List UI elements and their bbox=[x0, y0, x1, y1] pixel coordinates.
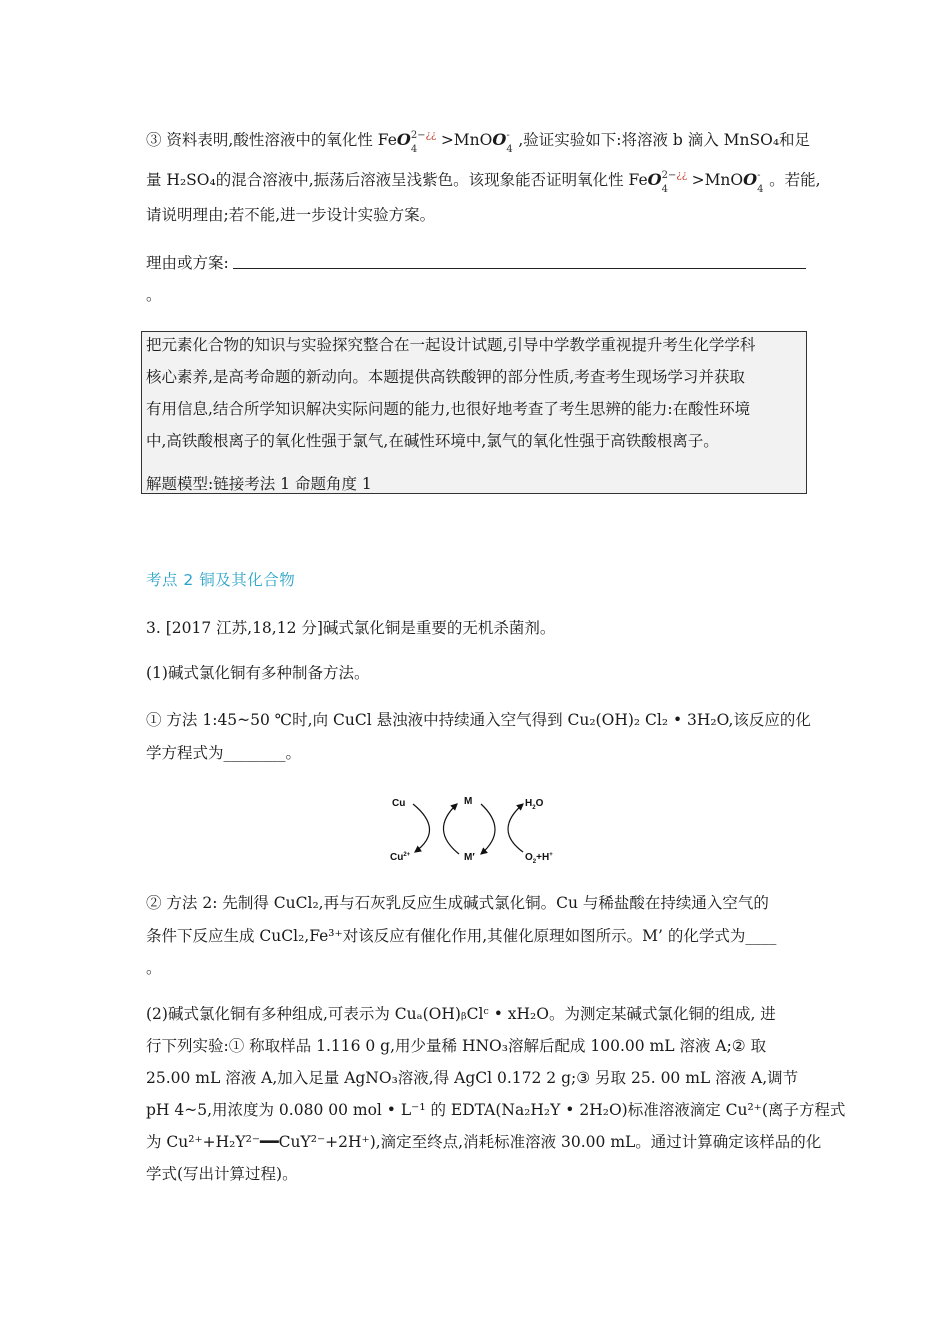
arrow-o2-to-h2o bbox=[508, 804, 523, 852]
note-line-3: 有用信息,结合所学知识解决实际问题的能力,也很好地考查了考生思辨的能力:在酸性环境 bbox=[146, 400, 751, 418]
ferrate-o: O bbox=[396, 130, 411, 149]
label-m-prime: M′ bbox=[464, 852, 475, 863]
q-part3-l1-middle: >MnO bbox=[440, 131, 493, 149]
ferrate-scripts: 2−¿¿ 4 bbox=[410, 130, 437, 155]
q3-method1-line1: ① 方法 1:45~50 ℃时,向 CuCl 悬浊液中持续通入空气得到 Cu₂(OH)₂ Cl₂ • 3H₂O,该反应的化 bbox=[146, 711, 811, 729]
ferrate-scripts-2: 2−¿¿ 4 bbox=[661, 170, 688, 195]
arrow-cu-to-cu2plus bbox=[413, 804, 430, 852]
q3-part2-line1: (2)碱式氯化铜有多种组成,可表示为 Cuₐ(OH)ᵦClᶜ • xH₂O。为测定某碱式氯化铜的组成, 进 bbox=[146, 1005, 776, 1023]
q3-part2-line6: 学式(写出计算过程)。 bbox=[146, 1165, 298, 1183]
q3-part2-line4: pH 4~5,用浓度为 0.080 00 mol • L⁻¹ 的 EDTA(Na₂H₂Y • 2H₂O)标准溶液滴定 Cu²⁺(离子方程式 bbox=[146, 1101, 846, 1119]
q3-method2-line1: ② 方法 2: 先制得 CuCl₂,再与石灰乳反应生成碱式氯化铜。Cu 与稀盐酸在持续通入空气的 bbox=[146, 894, 769, 912]
answer-end: 。 bbox=[146, 286, 162, 304]
q3-part2-line5: 为 Cu²⁺+H₂Y²⁻━━CuY²⁻+2H⁺),滴定至终点,消耗标准溶液 30.00 mL。通过计算确定该样品的化 bbox=[146, 1133, 822, 1151]
catalysis-diagram bbox=[385, 790, 565, 870]
q-part3-line2 bbox=[146, 170, 821, 195]
section-title: 考点 2 铜及其化合物 bbox=[146, 571, 296, 589]
q3-method2-line2: 条件下反应生成 CuCl₂,Fe³⁺对该反应有催化作用,其催化原理如图所示。M’ 的化学式为____ bbox=[146, 927, 777, 945]
label-m: M bbox=[464, 796, 473, 807]
label-o2-h: $O_2+H^+$ bbox=[525, 852, 553, 865]
note-model: 解题模型:链接考法 1 命题角度 1 bbox=[146, 475, 372, 493]
permanganate-scripts-2: - 4 bbox=[757, 170, 764, 195]
q3-header: 3. [2017 江苏,18,12 分]碱式氯化铜是重要的无机杀菌剂。 bbox=[146, 619, 556, 637]
label-cu2plus: $Cu^{2+}$ bbox=[390, 852, 411, 863]
q3-method2-line3: 。 bbox=[146, 959, 162, 977]
q3-part1: (1)碱式氯化铜有多种制备方法。 bbox=[146, 664, 370, 682]
answer-blank[interactable] bbox=[233, 268, 806, 269]
q3-method1-line2: 学方程式为________。 bbox=[146, 744, 302, 762]
q3-part2-line2: 行下列实验:① 称取样品 1.116 0 g,用少量稀 HNO₃溶解后配成 100.00 mL 溶液 A;② 取 bbox=[146, 1037, 767, 1055]
note-line-4: 中,高铁酸根离子的氧化性强于氯气,在碱性环境中,氯气的氧化性强于高铁酸根离子。 bbox=[146, 432, 719, 450]
label-h2o: $H_2O$ bbox=[525, 798, 544, 811]
q-part3-l1-prefix: ③ 资料表明,酸性溶液中的氧化性 Fe bbox=[146, 131, 397, 149]
arrow-m-to-mprime bbox=[481, 804, 495, 854]
q-part3-line1 bbox=[146, 130, 811, 155]
q-part3-l1-suffix: ,验证实验如下:将溶液 b 滴入 MnSO₄和足 bbox=[518, 131, 811, 149]
permanganate-o-2: O bbox=[743, 170, 758, 189]
note-line-2: 核心素养,是高考命题的新动向。本题提供高铁酸钾的部分性质,考查考生现场学习并获取 bbox=[146, 368, 745, 386]
note-box bbox=[141, 331, 807, 494]
q3-part2-line3: 25.00 mL 溶液 A,加入足量 AgNO₃溶液,得 AgCl 0.172 2 g;③ 另取 25. 00 mL 溶液 A,调节 bbox=[146, 1069, 799, 1087]
q-part3-l2-prefix: 量 H₂SO₄的混合溶液中,振荡后溶液呈浅紫色。该现象能否证明氧化性 Fe bbox=[146, 171, 648, 189]
note-line-1: 把元素化合物的知识与实验探究整合在一起设计试题,引导中学教学重视提升考生化学学科 bbox=[146, 336, 756, 354]
permanganate-scripts: - 4 bbox=[506, 130, 513, 155]
permanganate-o: O bbox=[492, 130, 507, 149]
ferrate-o-2: O bbox=[647, 170, 662, 189]
q-part3-l2-suffix: 。若能, bbox=[769, 171, 821, 189]
q-part3-l2-middle: >MnO bbox=[691, 171, 744, 189]
label-cu: Cu bbox=[392, 798, 406, 809]
arrow-mprime-to-m bbox=[443, 804, 459, 854]
answer-label: 理由或方案: bbox=[146, 254, 229, 272]
q-part3-line3: 请说明理由;若不能,进一步设计实验方案。 bbox=[146, 206, 436, 224]
